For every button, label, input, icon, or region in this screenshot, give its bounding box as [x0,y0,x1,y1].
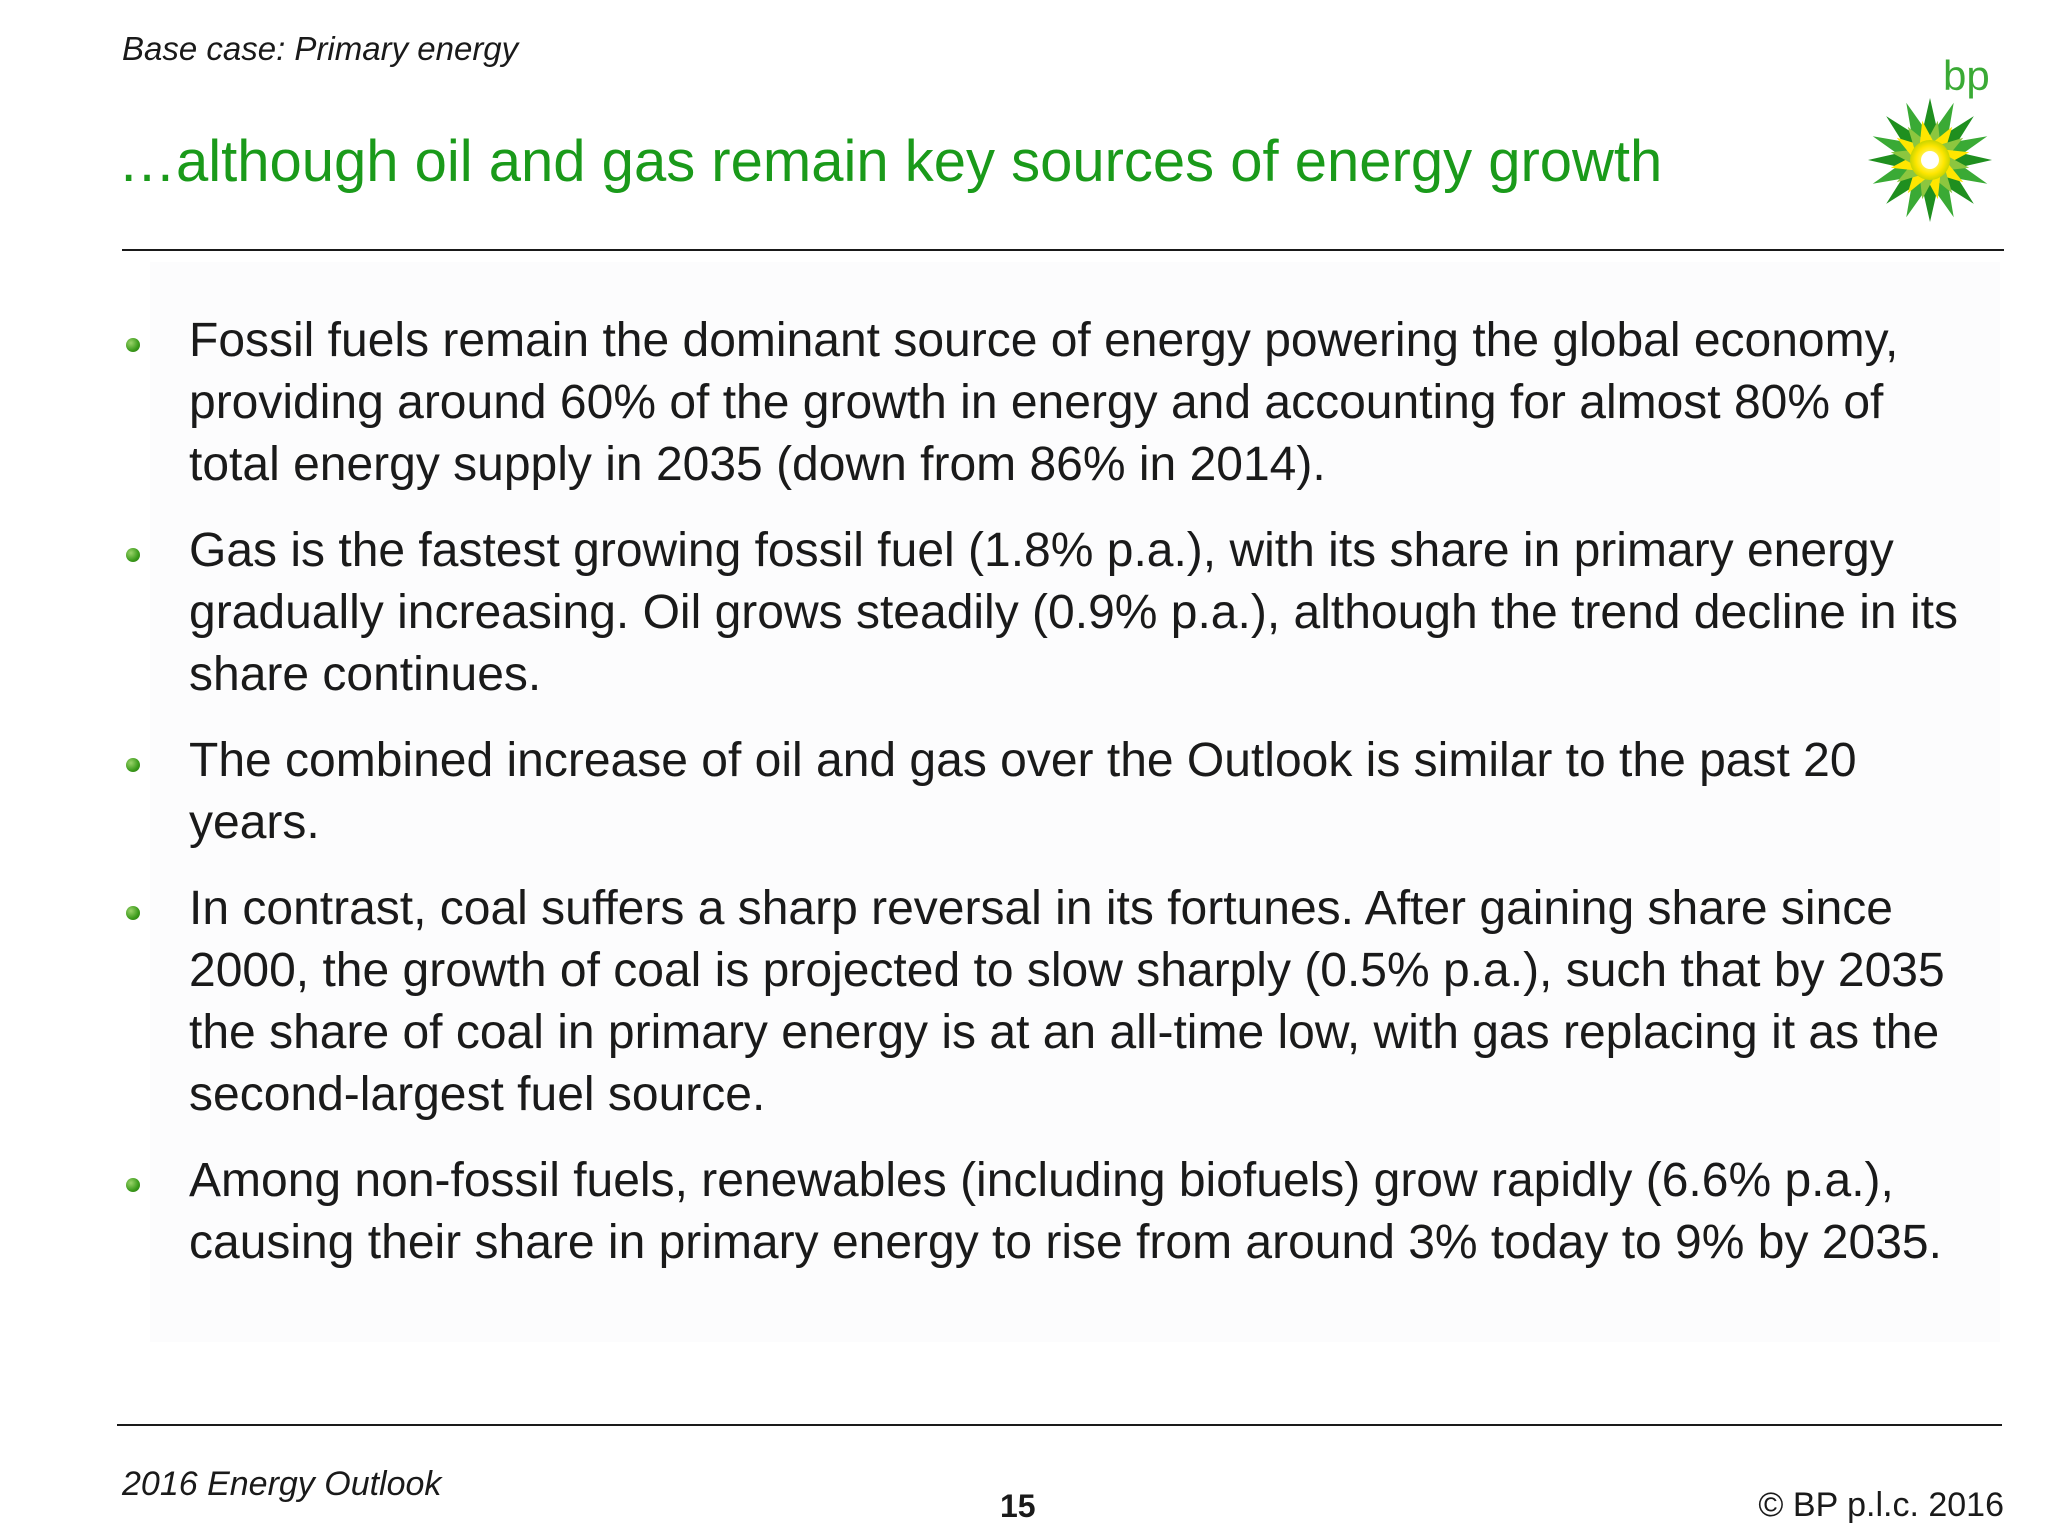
slide-subtitle: Base case: Primary energy [122,30,519,67]
bullet-item [122,878,1982,1126]
bullet-text: The combined increase of oil and gas over the Outlook is similar to the past 20 years. [189,734,1857,849]
footer-publication: 2016 Energy Outlook [122,1465,442,1503]
green-bullet-icon [126,1178,140,1192]
bullet-item [122,310,1982,496]
green-bullet-icon [126,758,140,772]
bullet-text: Fossil fuels remain the dominant source of energy powering the global economy, providing around 60% of the growth in energy and accounting for almost 80% of total energy supply in 2035 (down from 86% in 2014). [189,314,1899,491]
green-bullet-icon [126,548,140,562]
bullet-item [122,520,1982,706]
bullet-list [122,310,1982,1298]
header-divider [122,249,2004,251]
bullet-text: Gas is the fastest growing fossil fuel (1.8% p.a.), with its share in primary energy gradually increasing. Oil grows steadily (0.9% p.a.), although the trend decline in its share continues. [189,524,1958,701]
green-bullet-icon [126,338,140,352]
footer-divider [117,1424,2002,1426]
bullet-text: Among non-fossil fuels, renewables (including biofuels) grow rapidly (6.6% p.a.), causing their share in primary energy to rise from around 3% today to 9% by 2035. [189,1154,1942,1269]
bp-wordmark: bp [1943,52,1990,99]
page-number: 15 [1000,1488,1036,1524]
green-bullet-icon [126,906,140,920]
bp-helios-icon [1866,96,1994,224]
bullet-item [122,730,1982,854]
bullet-text: In contrast, coal suffers a sharp reversal in its fortunes. After gaining share since 2000, the growth of coal is projected to slow sharply (0.5% p.a.), such that by 2035 the share of coal in primary energy is at an all-time low, with gas replacing it as the second-largest fuel source. [189,882,1945,1121]
bullet-item [122,1150,1982,1274]
slide-title: …although oil and gas remain key sources of energy growth [118,129,1663,194]
copyright-notice: © BP p.l.c. 2016 [1758,1486,2004,1524]
